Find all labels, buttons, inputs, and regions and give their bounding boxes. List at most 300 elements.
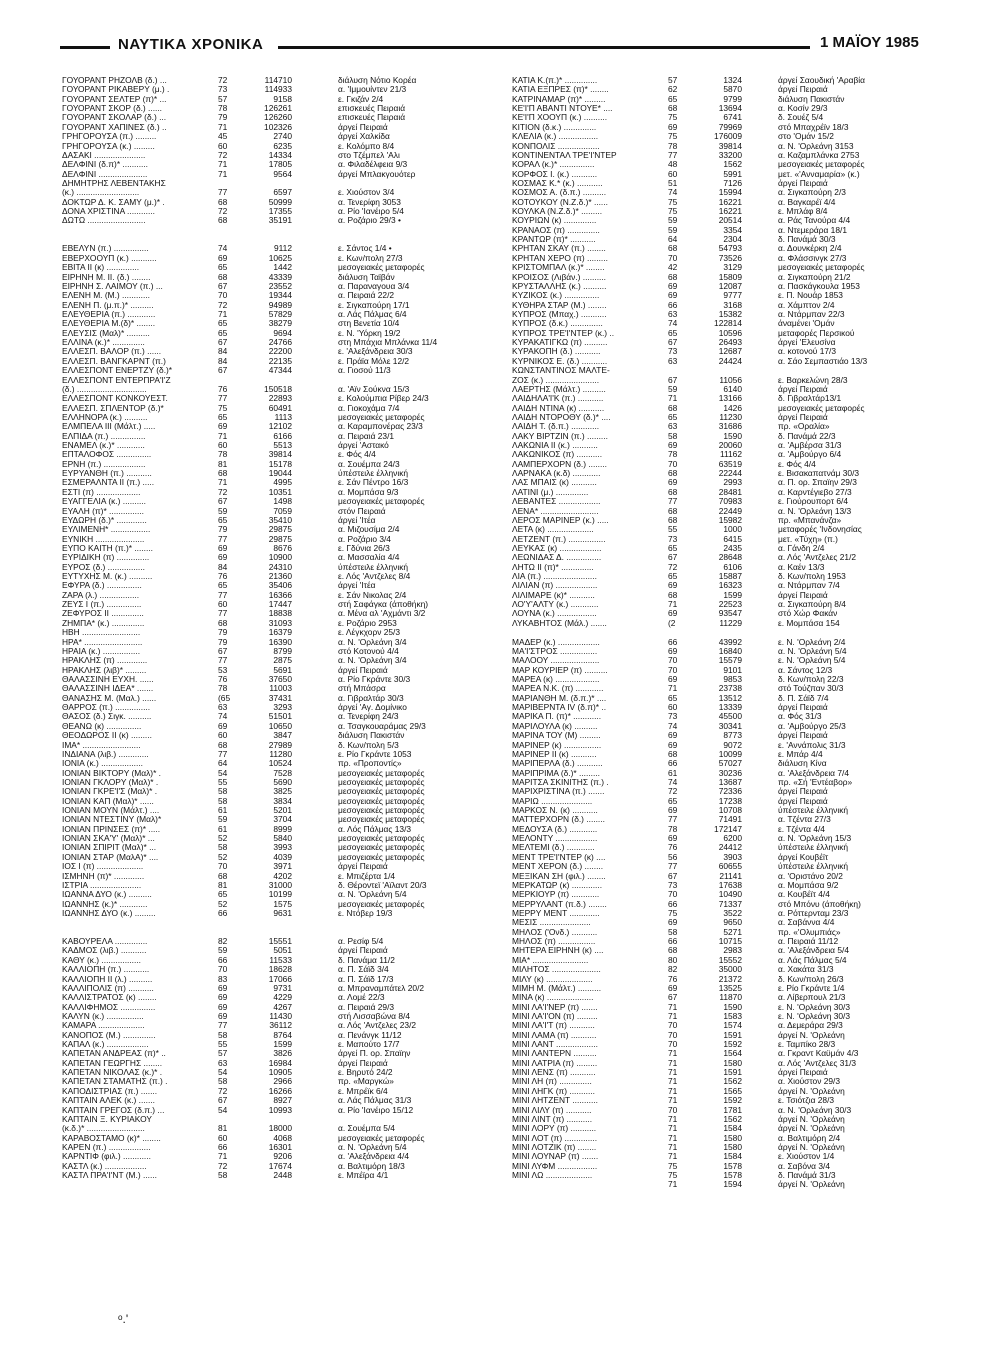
ship-row bbox=[62, 488, 482, 497]
ship-status: α. Ντάρμπαν 7/4 bbox=[778, 581, 840, 591]
ship-name: ΖΗΜΠΑ* (κ.) .............. bbox=[62, 618, 145, 628]
ship-status: άργεί Ν. 'Ορλεάνη bbox=[778, 1124, 845, 1134]
ship-built-year: 65 bbox=[668, 795, 678, 806]
ship-tonnage: 1580 bbox=[723, 1141, 742, 1152]
ship-built-year: 82 bbox=[218, 936, 228, 947]
ship-built-year: 74 bbox=[218, 243, 228, 254]
ship-tonnage: 35410 bbox=[268, 514, 292, 525]
ship-built-year: 78 bbox=[668, 823, 678, 834]
ship-built-year: 67 bbox=[218, 496, 228, 507]
ship-row bbox=[512, 535, 932, 544]
ship-status: α. Γάνδη 2/4 bbox=[778, 543, 825, 553]
ship-name: ΚΡΟΙΣΟΣ (Λιβάν.) .......... bbox=[512, 272, 607, 282]
ship-status: ε. Ταμπίκο 28/3 bbox=[778, 1040, 836, 1050]
ship-status: α. Βαλτιμόρη 18/3 bbox=[338, 1161, 405, 1171]
ship-built-year: 74 bbox=[668, 318, 678, 329]
ship-built-year: 69 bbox=[218, 992, 228, 1003]
ship-row bbox=[62, 1171, 482, 1180]
ship-tonnage: 6597 bbox=[273, 187, 292, 198]
ship-row bbox=[512, 282, 932, 291]
ship-built-year: 76 bbox=[218, 571, 228, 582]
ship-built-year: 68 bbox=[668, 748, 678, 759]
ship-status: α. Ν. 'Ορλεάνη 15/3 bbox=[778, 834, 852, 844]
ship-tonnage: 17355 bbox=[268, 206, 292, 217]
ship-status: μεσογειακές μεταφορές bbox=[338, 834, 425, 844]
ship-status: α. Φλάσσινγκ 27/3 bbox=[778, 253, 847, 263]
ship-status: επισκευές Πειραιά bbox=[338, 113, 406, 123]
ship-built-year: 84 bbox=[218, 346, 228, 357]
ship-status: δ. Πανάμα 11/2 bbox=[338, 955, 395, 965]
ship-tonnage: 15994 bbox=[718, 187, 742, 198]
ship-built-year: 72 bbox=[668, 786, 678, 797]
ship-tonnage: 1592 bbox=[723, 1095, 742, 1106]
ship-status: άργεί Ν. 'Ορλεάνη bbox=[778, 1114, 845, 1124]
ship-row bbox=[512, 1171, 932, 1180]
ship-name: ΛΕΤΖΕΝΤ (π.) ................ bbox=[512, 534, 606, 544]
ship-built-year: 68 bbox=[668, 468, 678, 479]
ship-tonnage: 1591 bbox=[723, 1067, 742, 1078]
ship-name: ΛΙΛΙΑΝ (π) .................. bbox=[512, 581, 598, 591]
ship-tonnage: 114933 bbox=[264, 84, 292, 95]
ship-status: ε. Ν. 'Ορλεάνη 2/4 bbox=[778, 637, 846, 647]
ship-name: ΜΗΛΟΣ (π) ................ bbox=[512, 937, 596, 947]
ship-status: ε. Γδύνια 26/3 bbox=[338, 543, 390, 553]
ship-name: ΚΑΠΕΤΑΝ ΣΤΑΜΑΤΗΣ (π.) . bbox=[62, 1077, 168, 1087]
ship-status: μεσογειακές μεταφορές bbox=[778, 403, 865, 413]
ship-name: ΕΛΕΥΘΕΡΙΑ (π.) ............ bbox=[62, 309, 156, 319]
ship-row bbox=[512, 722, 932, 731]
ship-built-year: 83 bbox=[218, 973, 228, 984]
ship-status: μεσογειακές μεταφορές bbox=[338, 263, 425, 273]
ship-built-year: 59 bbox=[218, 945, 228, 956]
ship-name: ΜΑΛΟΟΥ ..................... bbox=[512, 656, 600, 666]
ship-row bbox=[512, 170, 932, 179]
ship-name: ΘΑΡΡΟΣ (π.) ............... bbox=[62, 703, 151, 713]
ship-tonnage: 13166 bbox=[718, 393, 742, 404]
ship-status: πρ. «'Ολυμπιάς» bbox=[778, 927, 841, 937]
ship-status: ε. Κολούμπια Ρίβερ 24/3 bbox=[338, 394, 429, 404]
ship-built-year: 69 bbox=[668, 477, 678, 488]
ship-name: ΕΒΕΛΥΝ (π.) ............... bbox=[62, 244, 149, 254]
ship-status: άργεί 'Ιτέα bbox=[338, 515, 376, 525]
ship-name: ΚΥΘΗΡΑ ΣΤΑΡ (Μ.) ........ bbox=[512, 300, 607, 310]
ship-status: α. Μπραναμπάτελ 20/2 bbox=[338, 983, 425, 993]
ship-built-year: 61 bbox=[218, 805, 228, 816]
ship-status: άργεί Πειραιά bbox=[778, 384, 828, 394]
ship-built-year: 54 bbox=[218, 767, 228, 778]
ship-row bbox=[62, 1124, 482, 1133]
ship-built-year: 72 bbox=[218, 1085, 228, 1096]
ship-tonnage: 2966 bbox=[273, 1076, 292, 1087]
ship-name: ΕΒΙΤΑ II (κ) .............. bbox=[62, 263, 140, 273]
ship-built-year: 65 bbox=[218, 580, 228, 591]
ship-name: ΜΕΡΚΑΤΩΡ (κ) ............. bbox=[512, 880, 603, 890]
ship-name: ΕΛΠΙΔΑ (π.) ............... bbox=[62, 431, 146, 441]
ship-status: δ. Κων/πολη 1953 bbox=[778, 572, 846, 582]
ship-tonnage: 20060 bbox=[718, 440, 742, 451]
ship-tonnage: 22135 bbox=[268, 355, 292, 366]
ship-row bbox=[512, 1031, 932, 1040]
ship-status: διάλυση Πακιστάν bbox=[338, 731, 405, 741]
ship-name: ΖΕΦΥΡΟΣ II .............. bbox=[62, 609, 144, 619]
ship-tonnage: 5201 bbox=[273, 805, 292, 816]
ship-tonnage: 26493 bbox=[718, 337, 742, 348]
ship-name: ΛΑΙΔΗΛΑ'Ι'Κ (π.) ........... bbox=[512, 394, 604, 404]
ship-name: ΚΟΡΦΟΣ I. (κ.) ........... bbox=[512, 169, 598, 179]
ship-status: πρ. «Οραλία» bbox=[778, 422, 830, 432]
ship-tonnage: 2993 bbox=[723, 477, 742, 488]
ship-name: ΜΕΣΙΣ ...................... bbox=[512, 918, 591, 928]
ship-built-year: 54 bbox=[218, 1104, 228, 1115]
ship-status: μεσογειακές μεταφορές bbox=[778, 160, 865, 170]
ship-built-year: 69 bbox=[218, 552, 228, 563]
ship-tonnage: 13512 bbox=[718, 692, 742, 703]
ship-name: ΘΑΣΟΣ (δ.) Σιγκ. .......... bbox=[62, 712, 152, 722]
ship-built-year: 66 bbox=[668, 758, 678, 769]
ship-name: ΜΕΡΡΥ ΜΕΝΤ ............. bbox=[512, 908, 600, 918]
ship-status: α. Ν. 'Ορλεάνη 5/4 bbox=[338, 1142, 407, 1152]
ship-row bbox=[62, 432, 482, 441]
ship-built-year: 65 bbox=[218, 318, 228, 329]
ship-tonnage: 11870 bbox=[719, 992, 742, 1003]
ship-name: ΜΑΡΙΝΑ ΤΟΥ (Μ) ......... bbox=[512, 731, 601, 741]
ship-status: πρ. «Μπανάνζα» bbox=[778, 515, 842, 525]
ship-status: άργεί 'Αγ. Δομίνικο bbox=[338, 703, 407, 713]
ship-status: ε. Μπρέϊκ 6/4 bbox=[338, 1086, 388, 1096]
ship-row bbox=[62, 825, 482, 834]
ship-built-year: 62 bbox=[668, 84, 678, 95]
ship-row bbox=[62, 694, 482, 703]
ship-tonnage: 73526 bbox=[718, 252, 742, 263]
ship-name: ΕΛΛΕΣΠΟΝΤ ΕΝΤΕΡΠΡΑ'Ι'Ζ bbox=[62, 375, 171, 385]
ship-built-year: 58 bbox=[668, 430, 678, 441]
ship-status: μεσογειακές μεταφορές bbox=[338, 815, 425, 825]
ship-built-year: 71 bbox=[668, 1048, 678, 1059]
ship-tonnage: 9731 bbox=[273, 982, 292, 993]
ship-name: ΙΟΝΙΑΝ ΝΤΕΣΤΙΝΥ (Μαλ)* bbox=[62, 815, 162, 825]
ship-status: μεταφορές Περσικού bbox=[778, 328, 855, 338]
ship-name: ΚΑΒΟΥΡΕΛΑ .............. bbox=[62, 937, 148, 947]
ship-name: ΙΟΝΙΑΝ ΚΑΠ (Μαλ)* ...... bbox=[62, 796, 154, 806]
ship-row bbox=[62, 638, 482, 647]
ship-status: ε. Τζέντα 4/4 bbox=[778, 824, 825, 834]
ship-name: (κ.) ........................... bbox=[62, 188, 140, 198]
ship-tonnage: 1564 bbox=[723, 1048, 742, 1059]
ship-built-year: 69 bbox=[668, 739, 678, 750]
ship-name: ΙΩΑΝΝΗΣ (κ.)* ............ bbox=[62, 899, 148, 909]
ship-tonnage: 3704 bbox=[273, 814, 292, 825]
ship-row bbox=[62, 132, 482, 141]
ship-built-year: 76 bbox=[218, 674, 228, 684]
ship-name: ΜΑΡΙΛΟΥΛΑ (κ) .......... bbox=[512, 721, 598, 731]
ship-name: ΙΟΝΙΑΝ ΣΠΙΡΙΤ (Μαλ)* ... bbox=[62, 843, 157, 853]
ship-built-year: 69 bbox=[668, 280, 678, 291]
ship-name: ΚΑΣΤΛ ΠΡΑ'Ι'ΝΤ (Μ.) ...... bbox=[62, 1171, 157, 1181]
ship-tonnage: 94989 bbox=[268, 299, 292, 310]
ship-name: ΚΕ'Ι'Π ΑΒΑΝΤΙ ΝΤΟΥΕ* .... bbox=[512, 104, 613, 114]
ship-status: άργεί Πειραιά bbox=[338, 946, 388, 956]
ship-tonnage: 10351 bbox=[268, 486, 292, 497]
ship-row bbox=[62, 778, 482, 787]
ship-row bbox=[512, 1162, 932, 1171]
ship-name: ΜΙΝΙ ΛΟΥΝΑΡ (π) ....... bbox=[512, 1152, 599, 1162]
ship-built-year: 70 bbox=[668, 655, 678, 666]
ship-tonnage: 35191 bbox=[268, 215, 292, 226]
ship-built-year: 76 bbox=[218, 383, 228, 394]
ship-status: ε. Ν. 'Ορλεάνη 30/3 bbox=[778, 1011, 851, 1021]
ship-name: ΜΑΡΙΤΣΑ ΣΚΙΝΙΤΗΣ (π.) . bbox=[512, 777, 609, 787]
ship-status: α. Ν. 'Ορλεάνη 3153 bbox=[778, 141, 854, 151]
ship-name: ΕΙΡΗΝΗ Μ. II. (δ.) ........ bbox=[62, 272, 151, 282]
ship-built-year: 68 bbox=[218, 271, 228, 282]
ship-name: ΜΙΝΙ ΛΑΤΡΙΑ (π) ......... bbox=[512, 1058, 598, 1068]
ship-tonnage: 16301 bbox=[268, 1141, 292, 1152]
ship-tonnage: 3293 bbox=[273, 702, 292, 713]
ship-tonnage: 15809 bbox=[718, 271, 742, 282]
ship-status: α. Ν. 'Ορλεάνη 3/4 bbox=[338, 656, 407, 666]
ship-status: στο 'Ομάν 15/2 bbox=[778, 132, 834, 142]
ship-status: στη Βενετία 10/4 bbox=[338, 319, 400, 329]
ship-built-year: 54 bbox=[218, 1067, 228, 1078]
ship-row bbox=[512, 1012, 932, 1021]
ship-name: ΚΡΗΤΑΝ ΧΕΡΟ (π) ......... bbox=[512, 253, 608, 263]
ship-built-year: 59 bbox=[668, 224, 678, 235]
ship-list-column-left bbox=[62, 76, 482, 1180]
ship-status: μεσογειακές μεταφορές bbox=[338, 497, 425, 507]
ship-tonnage: 31000 bbox=[268, 879, 292, 890]
ship-name: ΜΙΝΙ ΛΙΝΤ (π) ........... bbox=[512, 1114, 593, 1124]
ship-built-year: 65 bbox=[668, 571, 678, 582]
ship-status: α. Ράς Τανούρα 4/4 bbox=[778, 216, 851, 226]
ship-status: άργεί Μπλακγουότερ bbox=[338, 169, 416, 179]
ship-name: ΛΕΥΚΑΣ (κ) .................. bbox=[512, 543, 602, 553]
ship-status: ε. Μπέϊρα 4/1 bbox=[338, 1171, 389, 1181]
ship-status: α. Γιοσού 11/3 bbox=[338, 366, 391, 376]
header-rule-left bbox=[60, 46, 110, 49]
ship-name: ΘΕΟΔΩΡΟΣ II (κ) ......... bbox=[62, 731, 152, 741]
ship-row bbox=[62, 216, 482, 225]
ship-name: ΜΑΡΙΩ ...................... bbox=[512, 796, 593, 806]
ship-built-year: 67 bbox=[668, 374, 678, 385]
ship-status: ε. 'Αλεξάνδρεια 30/3 bbox=[338, 347, 413, 357]
ship-tonnage: 21141 bbox=[719, 870, 742, 881]
ship-status: ε. Χιούστον 3/4 bbox=[338, 188, 395, 198]
ship-built-year: 71 bbox=[668, 1057, 678, 1068]
ship-built-year: 67 bbox=[218, 1095, 228, 1106]
ship-built-year: 59 bbox=[668, 383, 678, 394]
ship-row bbox=[62, 975, 482, 984]
ship-built-year: 77 bbox=[218, 187, 228, 198]
ship-tonnage: 1584 bbox=[723, 1123, 742, 1134]
ship-name: ΚΡΑΝΤΩΡ (π)* ........... bbox=[512, 235, 596, 245]
ship-name: ΚΑΛΛΙΣΤΡΑΤΟΣ (κ) ........ bbox=[62, 993, 157, 1003]
ship-status: στο Τζέμπελ 'Αλι bbox=[338, 150, 400, 160]
ship-status: α. Ρίο 'Ιανέιρο 15/12 bbox=[338, 1105, 414, 1115]
ship-name: ΚΑΡΑΒΟΣΤΑΜΟ (κ)* ........ bbox=[62, 1133, 161, 1143]
ship-name: ΗΡΑΚΛΗΣ (π) ............. bbox=[62, 656, 148, 666]
ship-status: α. Κοσίν 29/3 bbox=[778, 104, 828, 114]
ship-name: ΛΕΒΑΝΤΕΣ .................. bbox=[512, 497, 601, 507]
ship-tonnage: 6140 bbox=[723, 383, 742, 394]
ship-name: ΖΟΣ (κ.) ....................... bbox=[512, 375, 600, 385]
ship-name: ΕΥΑΓΓΕΛΙΑ (κ.) .......... bbox=[62, 497, 147, 507]
ship-tonnage: 28648 bbox=[718, 552, 742, 563]
ship-status: διάλυση Πακιστάν bbox=[778, 94, 845, 104]
ship-status: άργεί Πειραιά bbox=[778, 178, 828, 188]
ship-built-year: 68 bbox=[668, 103, 678, 114]
ship-tonnage: 23552 bbox=[268, 280, 292, 291]
ship-tonnage: 3834 bbox=[273, 795, 292, 806]
ship-tonnage: 9101 bbox=[723, 664, 742, 675]
ship-row bbox=[512, 1124, 932, 1133]
ship-built-year: 58 bbox=[218, 795, 228, 806]
ship-tonnage: 15982 bbox=[718, 514, 742, 525]
ship-built-year: 77 bbox=[218, 748, 228, 759]
ship-tonnage: 9694 bbox=[273, 327, 292, 338]
ship-row bbox=[512, 1040, 932, 1049]
ship-tonnage: 3522 bbox=[723, 907, 742, 918]
ship-tonnage: 51501 bbox=[268, 711, 292, 722]
ship-tonnage: 8927 bbox=[273, 1095, 292, 1106]
ship-name: ΜΕΝΤ ΤΡΕ'Ι'ΝΤΕΡ (κ) .... bbox=[512, 852, 606, 862]
ship-tonnage: 2983 bbox=[723, 945, 742, 956]
ship-row bbox=[62, 815, 482, 824]
ship-built-year: 63 bbox=[668, 355, 678, 366]
ship-status: ε. Ν. 'Ορλεάνη 5/4 bbox=[778, 656, 846, 666]
ship-built-year: 74 bbox=[218, 711, 228, 722]
ship-row bbox=[62, 1143, 482, 1152]
ship-tonnage: 5870 bbox=[723, 84, 742, 95]
ship-status: α. 'Ιμμουίντεν 21/3 bbox=[338, 85, 407, 95]
ship-name: ΚΟΥΛΚΑ (Ν.Ζ.δ.)* ......... bbox=[512, 207, 603, 217]
ship-name: ΛΟΥΝΑ (κ.) ................. bbox=[512, 609, 597, 619]
ship-row bbox=[62, 787, 482, 796]
ship-status: α. Μένα αλ 'Αχμάντι 3/2 bbox=[338, 609, 426, 619]
ship-name: ΜΙΝΙ ΛΗΤΖΕΝΤ ........... bbox=[512, 1096, 598, 1106]
ship-tonnage: 10900 bbox=[268, 552, 292, 563]
ship-name: ΛΙΛΙΜΑΡΕ (κ)* ........... bbox=[512, 590, 595, 600]
ship-tonnage: 1591 bbox=[723, 1029, 742, 1040]
ship-tonnage: 71491 bbox=[718, 814, 742, 825]
ship-built-year: 77 bbox=[218, 608, 228, 619]
ship-status: α. Σαβάννα 4/4 bbox=[778, 918, 835, 928]
ship-tonnage: 8773 bbox=[723, 730, 742, 741]
footer-mark: ᵒ.' bbox=[118, 1312, 129, 1326]
ship-status: ε. Ρίο Γκράντε 1053 bbox=[338, 749, 412, 759]
ship-status: άργεί Πειραιά bbox=[778, 731, 828, 741]
ship-status: άργεί Σαουδική 'Αραβία bbox=[778, 76, 865, 85]
ship-tonnage: 54793 bbox=[718, 243, 742, 254]
ship-built-year: 74 bbox=[668, 720, 678, 731]
ship-built-year: 60 bbox=[218, 599, 228, 610]
ship-tonnage: 1599 bbox=[723, 589, 742, 600]
ship-status: ε. Φός 4/4 bbox=[778, 459, 816, 469]
ship-built-year: 68 bbox=[668, 505, 678, 516]
ship-tonnage: 1578 bbox=[723, 1170, 742, 1181]
ship-name: ΔΟΝΑ ΧΡΙΣΤΙΝΑ ............ bbox=[62, 207, 155, 217]
ship-tonnage: 9072 bbox=[723, 739, 742, 750]
ship-tonnage: 10708 bbox=[718, 805, 742, 816]
ship-built-year: 59 bbox=[218, 505, 228, 516]
ship-row bbox=[62, 319, 482, 328]
ship-name: ΙΟΝΙΑΝ ΓΚΡΕ'Ι'Σ (Μαλ)* . bbox=[62, 787, 158, 797]
ship-built-year: 75 bbox=[668, 1170, 678, 1181]
ship-tonnage: 2448 bbox=[273, 1170, 292, 1181]
ship-tonnage: 93547 bbox=[718, 608, 742, 619]
ship-status: α. Π. Σάϊδ 17/3 bbox=[338, 974, 394, 984]
ship-name: ΛΥΚΑΒΗΤΟΣ (Μάλ.) ....... bbox=[512, 618, 607, 628]
ship-name: ΚΟΝΠΟΛΙΣ .................. bbox=[512, 141, 600, 151]
ship-tonnage: 15579 bbox=[718, 655, 742, 666]
ship-name: ΚΡΗΤΑΝ ΣΚΑΥ (π.) ........ bbox=[512, 244, 606, 254]
ship-built-year: 69 bbox=[218, 982, 228, 993]
section-gap bbox=[62, 235, 482, 244]
ship-tonnage: 10993 bbox=[268, 1104, 292, 1115]
ship-name: ΜΙΝΙ ΛΟΡΥ (π) ........... bbox=[512, 1124, 597, 1134]
ship-tonnage: 1324 bbox=[723, 75, 742, 85]
ship-status: διάλυση Ταϊβάν bbox=[338, 272, 395, 282]
ship-built-year: 71 bbox=[668, 599, 678, 610]
ship-tonnage: 1565 bbox=[723, 1085, 742, 1096]
ship-name: ΜΙΝΙ ΛΟΤ (π) .............. bbox=[512, 1133, 598, 1143]
ship-name: ΓΟΥΟΡΑΝΤ ΡΗΖΟΛΒ (δ.) ... bbox=[62, 76, 167, 85]
ship-row bbox=[62, 170, 482, 179]
ship-status: α. Κουβέϊτ 4/4 bbox=[778, 890, 830, 900]
ship-status: α. Π. Σάϊδ 3/4 bbox=[338, 965, 389, 975]
ship-name: ΜΙΑ* ........................ bbox=[512, 955, 589, 965]
ship-status: μεσογειακές μεταφορές bbox=[338, 412, 425, 422]
ship-name: ΓΡΗΓΟΡΟΥΣΑ (κ.) ......... bbox=[62, 141, 155, 151]
ship-status: ε. Μπιζέρτα 1/4 bbox=[338, 871, 396, 881]
ship-status: α. Βαγκαρέϊ 4/4 bbox=[778, 197, 836, 207]
ship-tonnage: 1580 bbox=[723, 1132, 742, 1143]
ship-row bbox=[62, 853, 482, 862]
ship-name: ΜΗΛΟΣ ('Ονδ.) ........... bbox=[512, 927, 598, 937]
ship-tonnage: 6415 bbox=[723, 533, 742, 544]
ship-tonnage: 5991 bbox=[723, 168, 742, 179]
ship-tonnage: 8676 bbox=[273, 542, 292, 553]
ship-built-year: 79 bbox=[218, 627, 228, 638]
ship-name: ΙΟΝΙΑΝ ΣΤΑΡ (ΜαλΑ)* .... bbox=[62, 852, 159, 862]
ship-status: α. Λός Πάλμας 13/3 bbox=[338, 824, 412, 834]
ship-tonnage: 16266 bbox=[268, 1085, 292, 1096]
ship-tonnage: 10905 bbox=[268, 1067, 292, 1078]
ship-name: ΛΟ'Υ'ΑΛΤΥ (κ.) ............ bbox=[512, 600, 599, 610]
ship-tonnage: 1562 bbox=[723, 1113, 742, 1124]
ship-name: ΜΑΡΙΑΝΘΗ Μ. (δ.π.)* .... bbox=[512, 693, 607, 703]
ship-row bbox=[512, 1096, 932, 1105]
ship-built-year: 77 bbox=[668, 149, 678, 160]
ship-name: ΜΙΝΙ ΛΑ'Ι'ΝΕΡ (π) ....... bbox=[512, 1002, 598, 1012]
ship-row bbox=[62, 984, 482, 993]
ship-built-year: 57 bbox=[218, 1048, 228, 1059]
ship-built-year: 76 bbox=[668, 842, 678, 853]
ship-tonnage: 150518 bbox=[264, 383, 292, 394]
ship-built-year: 72 bbox=[218, 149, 228, 160]
ship-status: άργεί 'Αστακό bbox=[338, 441, 389, 451]
ship-tonnage: 3903 bbox=[723, 851, 742, 862]
ship-tonnage: 50999 bbox=[268, 196, 292, 207]
ship-name: ΜΙΝΙ ΛΑΝΤ .................. bbox=[512, 1040, 598, 1050]
ship-name: ΕΛΛΕΣΠ. ΣΠΛΕΝΤΟΡ (δ.)* bbox=[62, 403, 164, 413]
ship-status: α. Λάς Πάλμας 31/3 bbox=[338, 1096, 412, 1106]
ship-status: α. Χακάτα 31/3 bbox=[778, 965, 834, 975]
ship-built-year: 65 bbox=[218, 889, 228, 900]
ship-built-year: 77 bbox=[218, 1020, 228, 1031]
ship-built-year: 70 bbox=[668, 252, 678, 263]
ship-status: α. Πασκάγκουλα 1953 bbox=[778, 281, 860, 291]
ship-status: στό Τούζπαν 30/3 bbox=[778, 684, 844, 694]
